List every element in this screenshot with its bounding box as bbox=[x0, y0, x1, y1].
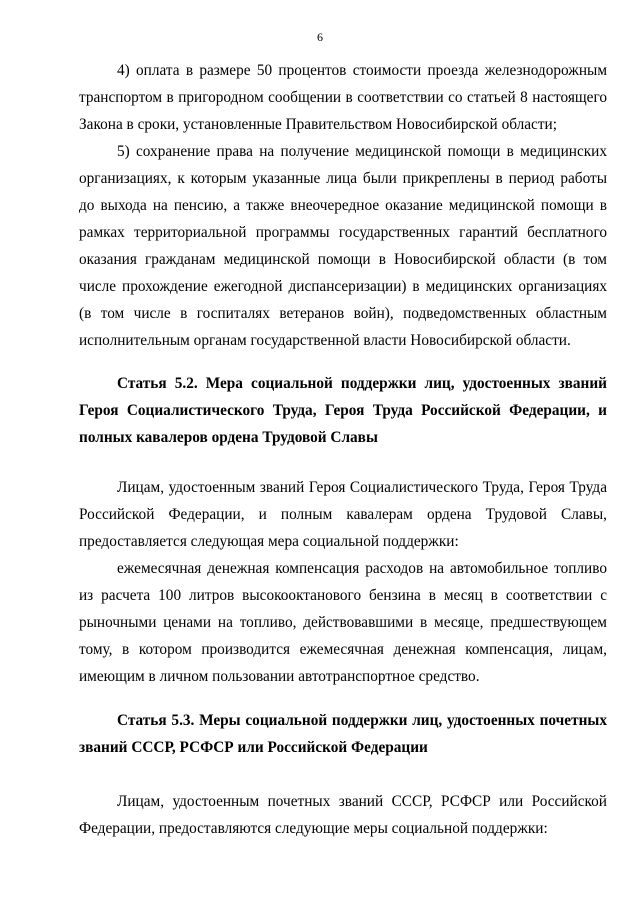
article-5-2-heading: Статья 5.2. Мера социальной поддержки лиц, удостоенных званий Героя Социалистического Труда, Героя Труда Российской Федерации, и полных кавалеров ордена Трудовой Славы bbox=[79, 375, 607, 446]
article-5-3-heading-block bbox=[79, 707, 607, 761]
article-5-3-body bbox=[79, 788, 607, 842]
item-4-paragraph: 4) оплата в размере 50 процентов стоимости проезда железнодорожным транспортом в пригородном сообщении в соответствии со статьей 8 настоящего Закона в сроки, установленные Правительством Новосибирской области; bbox=[79, 62, 607, 133]
page-number: 6 bbox=[317, 30, 323, 44]
items-block bbox=[79, 57, 607, 354]
article-5-2-body bbox=[79, 474, 607, 690]
article-5-3-heading: Статья 5.3. Меры социальной поддержки лиц, удостоенных почетных званий СССР, РСФСР или Российской Федерации bbox=[79, 712, 607, 756]
article-5-3-intro-paragraph: Лицам, удостоенным почетных званий СССР, РСФСР или Российской Федерации, предоставляются следующие меры социальной поддержки: bbox=[79, 793, 607, 837]
article-5-2-measure-paragraph: ежемесячная денежная компенсация расходов на автомобильное топливо из расчета 100 литров высокооктанового бензина в месяц в соответствии с рыночными ценами на топливо, действовавшими в месяце, предшествующем тому, в котором производится ежемесячная денежная компенсация, лицам, имеющим в личном пользовании автотранспортное средство. bbox=[79, 560, 607, 685]
item-5-paragraph: 5) сохранение права на получение медицинской помощи в медицинских организациях, к которым указанные лица были прикреплены в период работы до выхода на пенсию, а также внеочередное оказание медицинской помощи в рамках территориальной программы государственных гарантий бесплатного оказания гражданам медицинской помощи в Новосибирской области (в том числе прохождение ежегодной диспансеризации) в медицинских организациях (в том числе в госпиталях ветеранов войн), подведомственных областным исполнительным органам государственной власти Новосибирской области. bbox=[79, 143, 607, 349]
article-5-2-intro-paragraph: Лицам, удостоенным званий Героя Социалистического Труда, Героя Труда Российской Федерации, и полным кавалерам ордена Трудовой Славы, предоставляется следующая мера социальной поддержки: bbox=[79, 479, 607, 550]
article-5-2-heading-block bbox=[79, 370, 607, 451]
